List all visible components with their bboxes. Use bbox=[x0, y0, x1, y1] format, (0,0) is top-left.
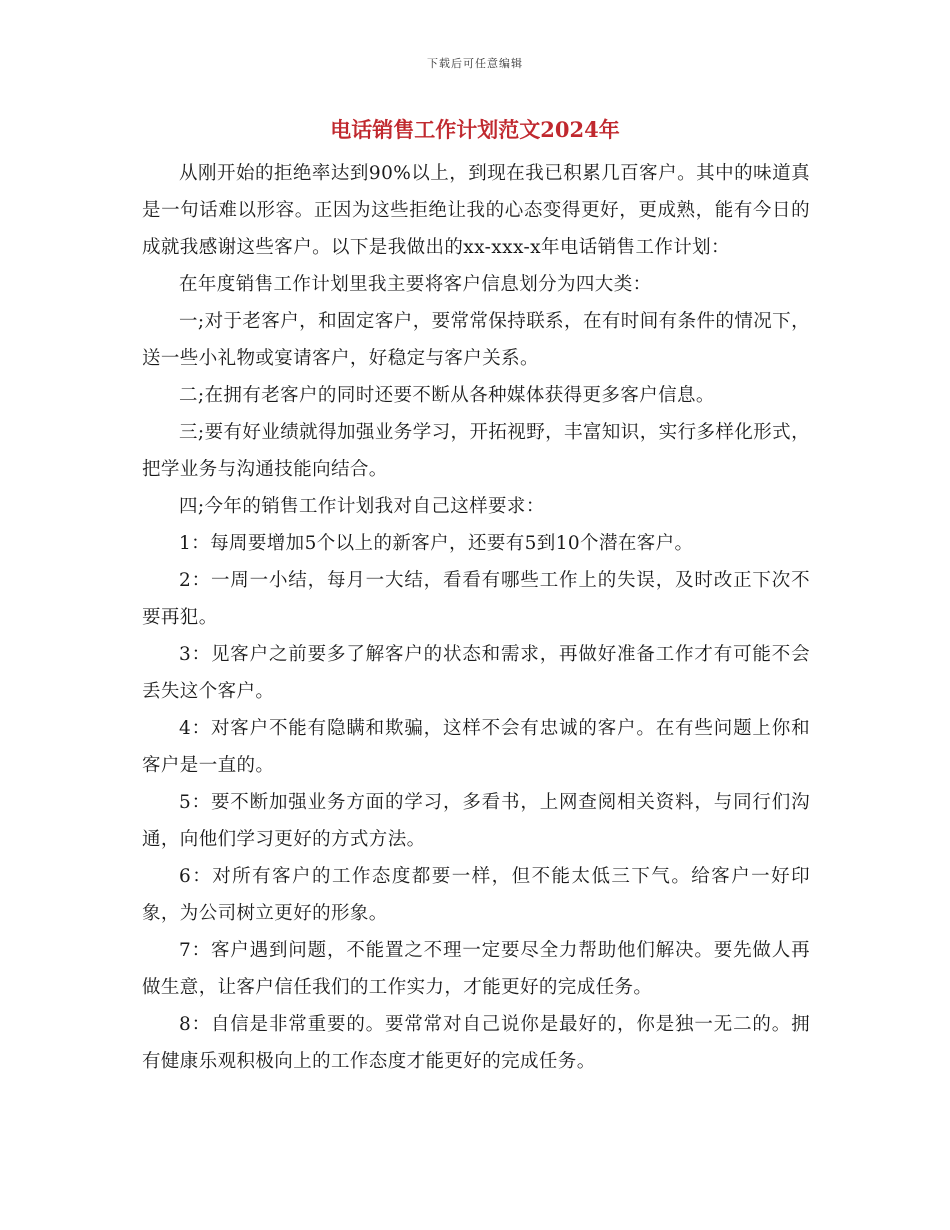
paragraph: 三;要有好业绩就得加强业务学习，开拓视野，丰富知识，实行多样化形式，把学业务与沟通技能向结合。 bbox=[142, 422, 810, 480]
paragraph: 5：要不断加强业务方面的学习，多看书，上网查阅相关资料，与同行们沟通，向他们学习更好的方式方法。 bbox=[142, 792, 810, 850]
paragraph: 6：对所有客户的工作态度都要一样，但不能太低三下气。给客户一好印象，为公司树立更好的形象。 bbox=[142, 866, 810, 924]
paragraph: 1：每周要增加5个以上的新客户，还要有5到10个潜在客户。 bbox=[179, 533, 694, 554]
paragraph: 7：客户遇到问题，不能置之不理一定要尽全力帮助他们解决。要先做人再做生意，让客户信任我们的工作实力，才能更好的完成任务。 bbox=[142, 940, 810, 998]
paragraph: 2：一周一小结，每月一大结，看看有哪些工作上的失误，及时改正下次不要再犯。 bbox=[142, 570, 810, 628]
paragraph: 在年度销售工作计划里我主要将客户信息划分为四大类： bbox=[179, 274, 652, 295]
paragraph: 从刚开始的拒绝率达到90%以上，到现在我已积累几百客户。其中的味道真是一句话难以形容。正因为这些拒绝让我的心态变得更好，更成熟，能有今日的成就我感谢这些客户。以下是我做出的xx-xxx-x年电话销售工作计划： bbox=[142, 163, 810, 258]
paragraph: 四;今年的销售工作计划我对自己这样要求： bbox=[179, 496, 545, 517]
paragraph: 3：见客户之前要多了解客户的状态和需求，再做好准备工作才有可能不会丢失这个客户。 bbox=[142, 644, 810, 702]
document-title: 电话销售工作计划范文2024年 bbox=[330, 117, 620, 142]
header-note: 下载后可任意编辑 bbox=[427, 57, 523, 70]
paragraph: 二;在拥有老客户的同时还要不断从各种媒体获得更多客户信息。 bbox=[179, 385, 715, 406]
paragraph: 8：自信是非常重要的。要常常对自己说你是最好的，你是独一无二的。拥有健康乐观积极向上的工作态度才能更好的完成任务。 bbox=[142, 1014, 810, 1072]
paragraph: 4：对客户不能有隐瞒和欺骗，这样不会有忠诚的客户。在有些问题上你和客户是一直的。 bbox=[142, 718, 810, 776]
paragraph: 一;对于老客户，和固定客户，要常常保持联系，在有时间有条件的情况下，送一些小礼物或宴请客户，好稳定与客户关系。 bbox=[142, 311, 810, 369]
document-body bbox=[142, 155, 810, 1080]
